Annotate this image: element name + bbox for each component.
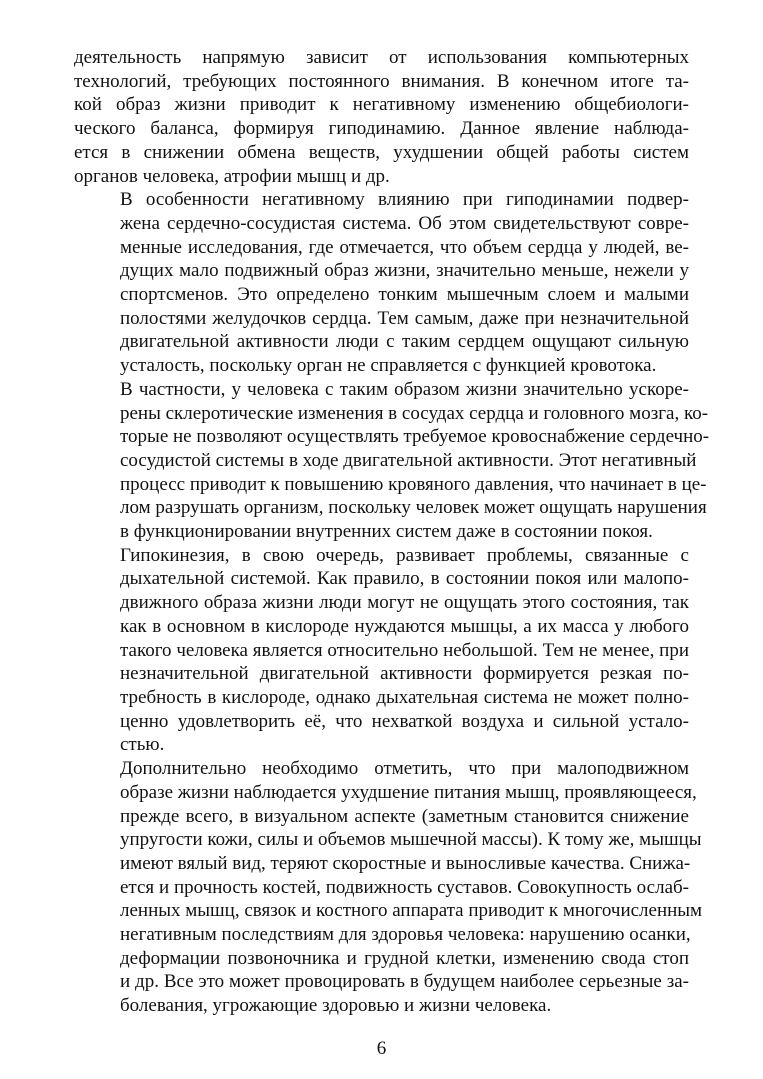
- text-line: и др. Все это может провоцировать в будущем наиболее серьезные за-: [120, 971, 689, 993]
- text-line: лом разрушать организм, поскольку человек может ощущать нарушения: [120, 497, 707, 519]
- text-line: негативным последствиям для здоровья человека: нарушению осанки,: [120, 924, 691, 946]
- text-line: сосудистой системы в ходе двигательной активности. Этот негативный: [120, 449, 697, 471]
- text-line: В особенности негативному влиянию при гиподинамии подвер-: [120, 189, 689, 211]
- text-line: прежде всего, в визуальном аспекте (заметным становится снижение: [120, 805, 689, 827]
- text-line: имеют вялый вид, теряют скоростные и выносливые качества. Снижа-: [120, 852, 691, 874]
- text-line: рены склеротические изменения в сосудах сердца и головного мозга, ко-: [120, 402, 709, 424]
- text-line: усталость, поскольку орган не справляется с функцией кровотока.: [120, 355, 657, 377]
- text-line: двигательной активности люди с таким сердцем ощущают сильную: [120, 331, 689, 353]
- text-line: кой образ жизни приводит к негативному изменению общебиологи-: [74, 94, 689, 116]
- text-line: как в основном в кислороде нуждаются мышцы, а их масса у любого: [120, 615, 689, 637]
- text-line: незначительной двигательной активности формируется резкая по-: [120, 663, 689, 685]
- text-line: Дополнительно необходимо отметить, что при малоподвижном: [120, 758, 689, 780]
- paragraph: [74, 544, 689, 757]
- text-line: процесс приводит к повышению кровяного давления, что начинает в це-: [120, 473, 707, 495]
- text-line: требность в кислороде, однако дыхательная система не может полно-: [120, 686, 689, 708]
- text-line: ется и прочность костей, подвижность суставов. Совокупность ослаб-: [120, 876, 689, 898]
- text-line: ческого баланса, формируя гиподинамию. Данное явление наблюда-: [74, 118, 689, 140]
- text-line: деятельность напрямую зависит от использования компьютерных: [74, 47, 689, 68]
- text-line: стью.: [120, 734, 165, 756]
- page-body: [74, 46, 710, 1018]
- text-line: ется в снижении обмена веществ, ухудшении общей работы систем: [74, 141, 689, 163]
- text-line: упругости кожи, силы и объемов мышечной массы). К тому же, мышцы: [120, 829, 702, 851]
- text-line: органов человека, атрофии мышц и др.: [74, 165, 390, 187]
- text-line: менные исследования, где отмечается, что объем сердца у людей, ве-: [120, 236, 689, 258]
- text-line: образе жизни наблюдается ухудшение питания мышц, проявляющееся,: [120, 781, 697, 803]
- text-line: Гипокинезия, в свою очередь, развивает проблемы, связанные с: [120, 544, 689, 566]
- paragraph: [74, 46, 689, 188]
- text-line: ленных мышц, связок и костного аппарата приводит к многочисленным: [120, 900, 703, 922]
- text-line: дущих мало подвижный образ жизни, значительно меньше, нежели у: [120, 260, 689, 282]
- paragraph: [74, 188, 689, 378]
- text-line: в функционировании внутренних систем даже в состоянии покоя.: [120, 521, 653, 543]
- text-line: движного образа жизни люди могут не ощущать этого состояния, так: [120, 592, 689, 614]
- text-line: такого человека является относительно небольшой. Тем не менее, при: [120, 639, 689, 661]
- text-line: В частности, у человека с таким образом жизни значительно ускоре-: [120, 378, 689, 400]
- text-line: жена сердечно-сосудистая система. Об этом свидетельствуют совре-: [120, 212, 689, 234]
- text-line: ценно удовлетворить её, что нехваткой воздуха и сильной устало-: [120, 710, 689, 732]
- page-number: 6: [376, 1038, 387, 1059]
- text-line: технологий, требующих постоянного внимания. В конечном итоге та-: [74, 70, 689, 92]
- text-line: торые не позволяют осуществлять требуемое кровоснабжение сердечно-: [120, 426, 710, 448]
- text-line: деформации позвоночника и грудной клетки, изменению свода стоп: [120, 947, 689, 969]
- text-line: спортсменов. Это определено тонким мышечным слоем и малыми: [120, 284, 689, 306]
- paragraph: [74, 757, 703, 1018]
- text-line: полостями желудочков сердца. Тем самым, даже при незначительной: [120, 307, 689, 329]
- paragraph: [74, 378, 710, 544]
- text-line: болевания, угрожающие здоровью и жизни человека.: [120, 995, 552, 1017]
- text-line: дыхательной системой. Как правило, в состоянии покоя или малопо-: [120, 568, 689, 590]
